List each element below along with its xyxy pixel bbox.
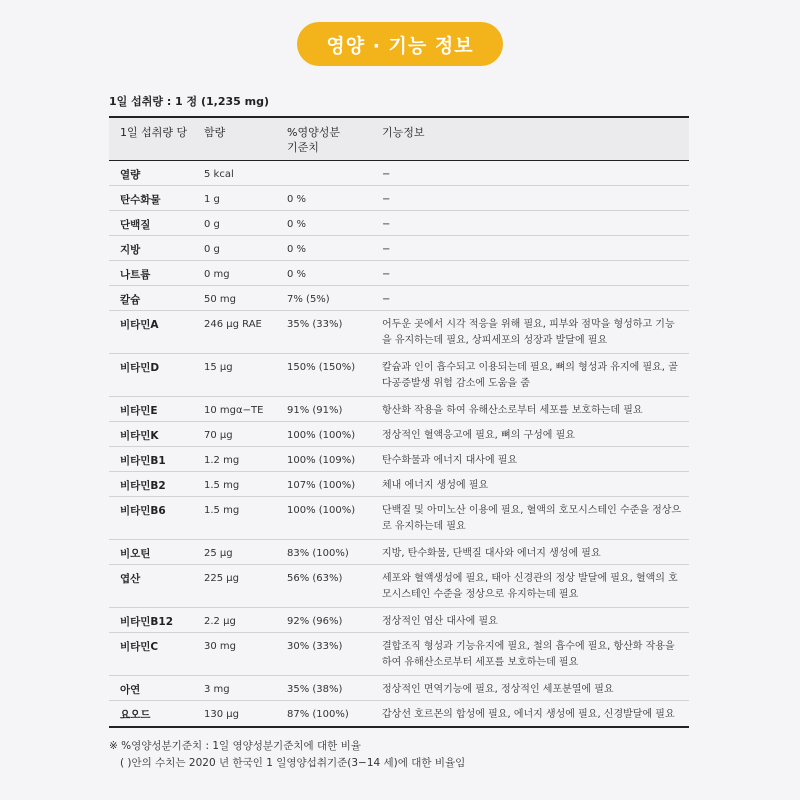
nutrient-amount: 130 μg xyxy=(204,709,239,720)
table-row xyxy=(109,354,689,397)
nutrient-daily-value: 30% (33%) xyxy=(287,641,343,652)
nutrient-name: 탄수화물 xyxy=(120,194,161,206)
section-title: 영양 · 기능 정보 xyxy=(326,34,474,57)
table-row xyxy=(109,211,689,236)
footnote-line-2: ( )안의 수치는 2020 년 한국인 1 일영양섭취기준(3−14 세)에 대한 비율임 xyxy=(120,757,466,769)
section-title-badge xyxy=(297,22,503,66)
nutrient-amount: 5 kcal xyxy=(204,169,234,180)
nutrient-function: − xyxy=(382,269,391,280)
nutrient-amount: 225 μg xyxy=(204,573,239,584)
nutrient-name: 단백질 xyxy=(120,219,151,231)
nutrient-function: 탄수화물과 에너지 대사에 필요 xyxy=(382,455,518,466)
header-function: 기능정보 xyxy=(382,126,425,139)
nutrient-daily-value: 92% (96%) xyxy=(287,616,343,627)
table-row xyxy=(109,261,689,286)
table-row xyxy=(109,633,689,676)
nutrient-function: − xyxy=(382,294,391,305)
table-row xyxy=(109,186,689,211)
nutrient-name: 비오틴 xyxy=(120,548,151,560)
table-row xyxy=(109,472,689,497)
nutrient-name: 비타민C xyxy=(120,641,159,653)
table-row xyxy=(109,447,689,472)
nutrient-name: 비타민B1 xyxy=(120,455,166,467)
nutrient-amount: 0 mg xyxy=(204,269,230,280)
nutrient-daily-value: 0 % xyxy=(287,244,307,255)
nutrient-function: 갑상선 호르몬의 합성에 필요, 에너지 생성에 필요, 신경발달에 필요 xyxy=(382,709,675,720)
nutrient-daily-value: 107% (100%) xyxy=(287,480,356,491)
nutrient-amount: 0 g xyxy=(204,244,220,255)
nutrition-table xyxy=(109,116,689,728)
table-body xyxy=(109,161,689,726)
nutrient-daily-value xyxy=(287,161,382,167)
table-row xyxy=(109,540,689,565)
nutrient-amount: 10 mgα−TE xyxy=(204,405,264,416)
table-row xyxy=(109,701,689,726)
nutrient-name: 칼슘 xyxy=(120,294,141,306)
nutrient-name: 비타민D xyxy=(120,362,160,374)
table-header xyxy=(109,118,689,161)
table-row xyxy=(109,565,689,608)
nutrient-function: 정상적인 면역기능에 필요, 정상적인 세포분열에 필요 xyxy=(382,684,614,695)
nutrient-daily-value: 100% (109%) xyxy=(287,455,356,466)
nutrient-name: 열량 xyxy=(120,169,141,181)
nutrient-function: − xyxy=(382,169,391,180)
nutrient-name: 비타민A xyxy=(120,319,159,331)
table-row xyxy=(109,397,689,422)
nutrient-name: 비타민B2 xyxy=(120,480,166,492)
nutrient-function: 결합조직 형성과 기능유지에 필요, 철의 흡수에 필요, 항산화 작용을 하여 유해산소로부터 세포를 보호하는데 필요 xyxy=(382,641,675,668)
nutrient-name: 비타민K xyxy=(120,430,159,442)
nutrient-function: 단백질 및 아미노산 이용에 필요, 혈액의 호모시스테인 수준을 정상으로 유지하는데 필요 xyxy=(382,505,682,532)
table-row xyxy=(109,286,689,311)
nutrient-function: − xyxy=(382,244,391,255)
nutrient-function: 어두운 곳에서 시각 적응을 위해 필요, 피부와 점막을 형성하고 기능을 유지하는데 필요, 상피세포의 성장과 발달에 필요 xyxy=(382,319,675,346)
nutrient-function: 정상적인 혈액응고에 필요, 뼈의 구성에 필요 xyxy=(382,430,575,441)
nutrient-function: 체내 에너지 생성에 필요 xyxy=(382,480,489,491)
nutrient-function: − xyxy=(382,219,391,230)
nutrient-daily-value: 100% (100%) xyxy=(287,430,356,441)
table-row xyxy=(109,608,689,633)
nutrient-amount: 2.2 μg xyxy=(204,616,236,627)
nutrient-name: 비타민B12 xyxy=(120,616,174,628)
nutrient-amount: 1.5 mg xyxy=(204,480,240,491)
table-row xyxy=(109,236,689,261)
nutrient-amount: 50 mg xyxy=(204,294,236,305)
table-row xyxy=(109,676,689,701)
nutrient-amount: 25 μg xyxy=(204,548,233,559)
nutrient-function: 항산화 작용을 하여 유해산소로부터 세포를 보호하는데 필요 xyxy=(382,405,643,416)
header-nutrient: 1일 섭취량 당 xyxy=(120,126,188,139)
nutrient-function: 세포와 혈액생성에 필요, 태아 신경관의 정상 발달에 필요, 혈액의 호모시스테인 수준을 정상으로 유지하는데 필요 xyxy=(382,573,678,600)
nutrient-daily-value: 150% (150%) xyxy=(287,362,356,373)
nutrient-function: − xyxy=(382,194,391,205)
nutrient-function: 칼슘과 인이 흡수되고 이용되는데 필요, 뼈의 형성과 유지에 필요, 골다공증발생 위험 감소에 도움을 줌 xyxy=(382,362,678,389)
nutrient-daily-value: 91% (91%) xyxy=(287,405,343,416)
nutrient-amount: 1.2 mg xyxy=(204,455,240,466)
footnote-line-1: ※ %영양성분기준치 : 1일 영양성분기준치에 대한 비율 xyxy=(109,740,361,752)
serving-size-label: 1일 섭취량 : 1 정 (1,235 mg) xyxy=(109,95,269,108)
nutrient-amount: 15 μg xyxy=(204,362,233,373)
nutrient-function: 정상적인 엽산 대사에 필요 xyxy=(382,616,498,627)
nutrient-amount: 1 g xyxy=(204,194,220,205)
table-row xyxy=(109,161,689,186)
header-amount: 함량 xyxy=(204,126,226,139)
nutrient-daily-value: 0 % xyxy=(287,194,307,205)
table-row xyxy=(109,422,689,447)
nutrient-amount: 30 mg xyxy=(204,641,236,652)
footnotes xyxy=(109,738,465,772)
nutrient-function: 지방, 탄수화물, 단백질 대사와 에너지 생성에 필요 xyxy=(382,548,601,559)
nutrient-name: 비타민E xyxy=(120,405,158,417)
nutrient-daily-value: 35% (33%) xyxy=(287,319,343,330)
nutrient-name: 비타민B6 xyxy=(120,505,166,517)
table-row xyxy=(109,311,689,354)
nutrient-amount: 1.5 mg xyxy=(204,505,240,516)
nutrient-amount: 246 μg RAE xyxy=(204,319,262,330)
table-row xyxy=(109,497,689,540)
nutrient-name: 나트륨 xyxy=(120,269,151,281)
nutrient-name: 엽산 xyxy=(120,573,141,585)
nutrient-daily-value: 35% (38%) xyxy=(287,684,343,695)
nutrient-daily-value: 100% (100%) xyxy=(287,505,356,516)
nutrient-daily-value: 0 % xyxy=(287,269,307,280)
nutrient-daily-value: 7% (5%) xyxy=(287,294,330,305)
nutrient-name: 요오드 xyxy=(120,709,151,721)
nutrient-amount: 3 mg xyxy=(204,684,230,695)
header-daily-value: %영양성분 기준치 xyxy=(287,126,340,154)
nutrient-daily-value: 83% (100%) xyxy=(287,548,349,559)
nutrient-amount: 70 μg xyxy=(204,430,233,441)
nutrient-amount: 0 g xyxy=(204,219,220,230)
nutrient-daily-value: 87% (100%) xyxy=(287,709,349,720)
nutrient-daily-value: 0 % xyxy=(287,219,307,230)
nutrient-daily-value: 56% (63%) xyxy=(287,573,343,584)
nutrient-name: 아연 xyxy=(120,684,141,696)
nutrient-name: 지방 xyxy=(120,244,141,256)
